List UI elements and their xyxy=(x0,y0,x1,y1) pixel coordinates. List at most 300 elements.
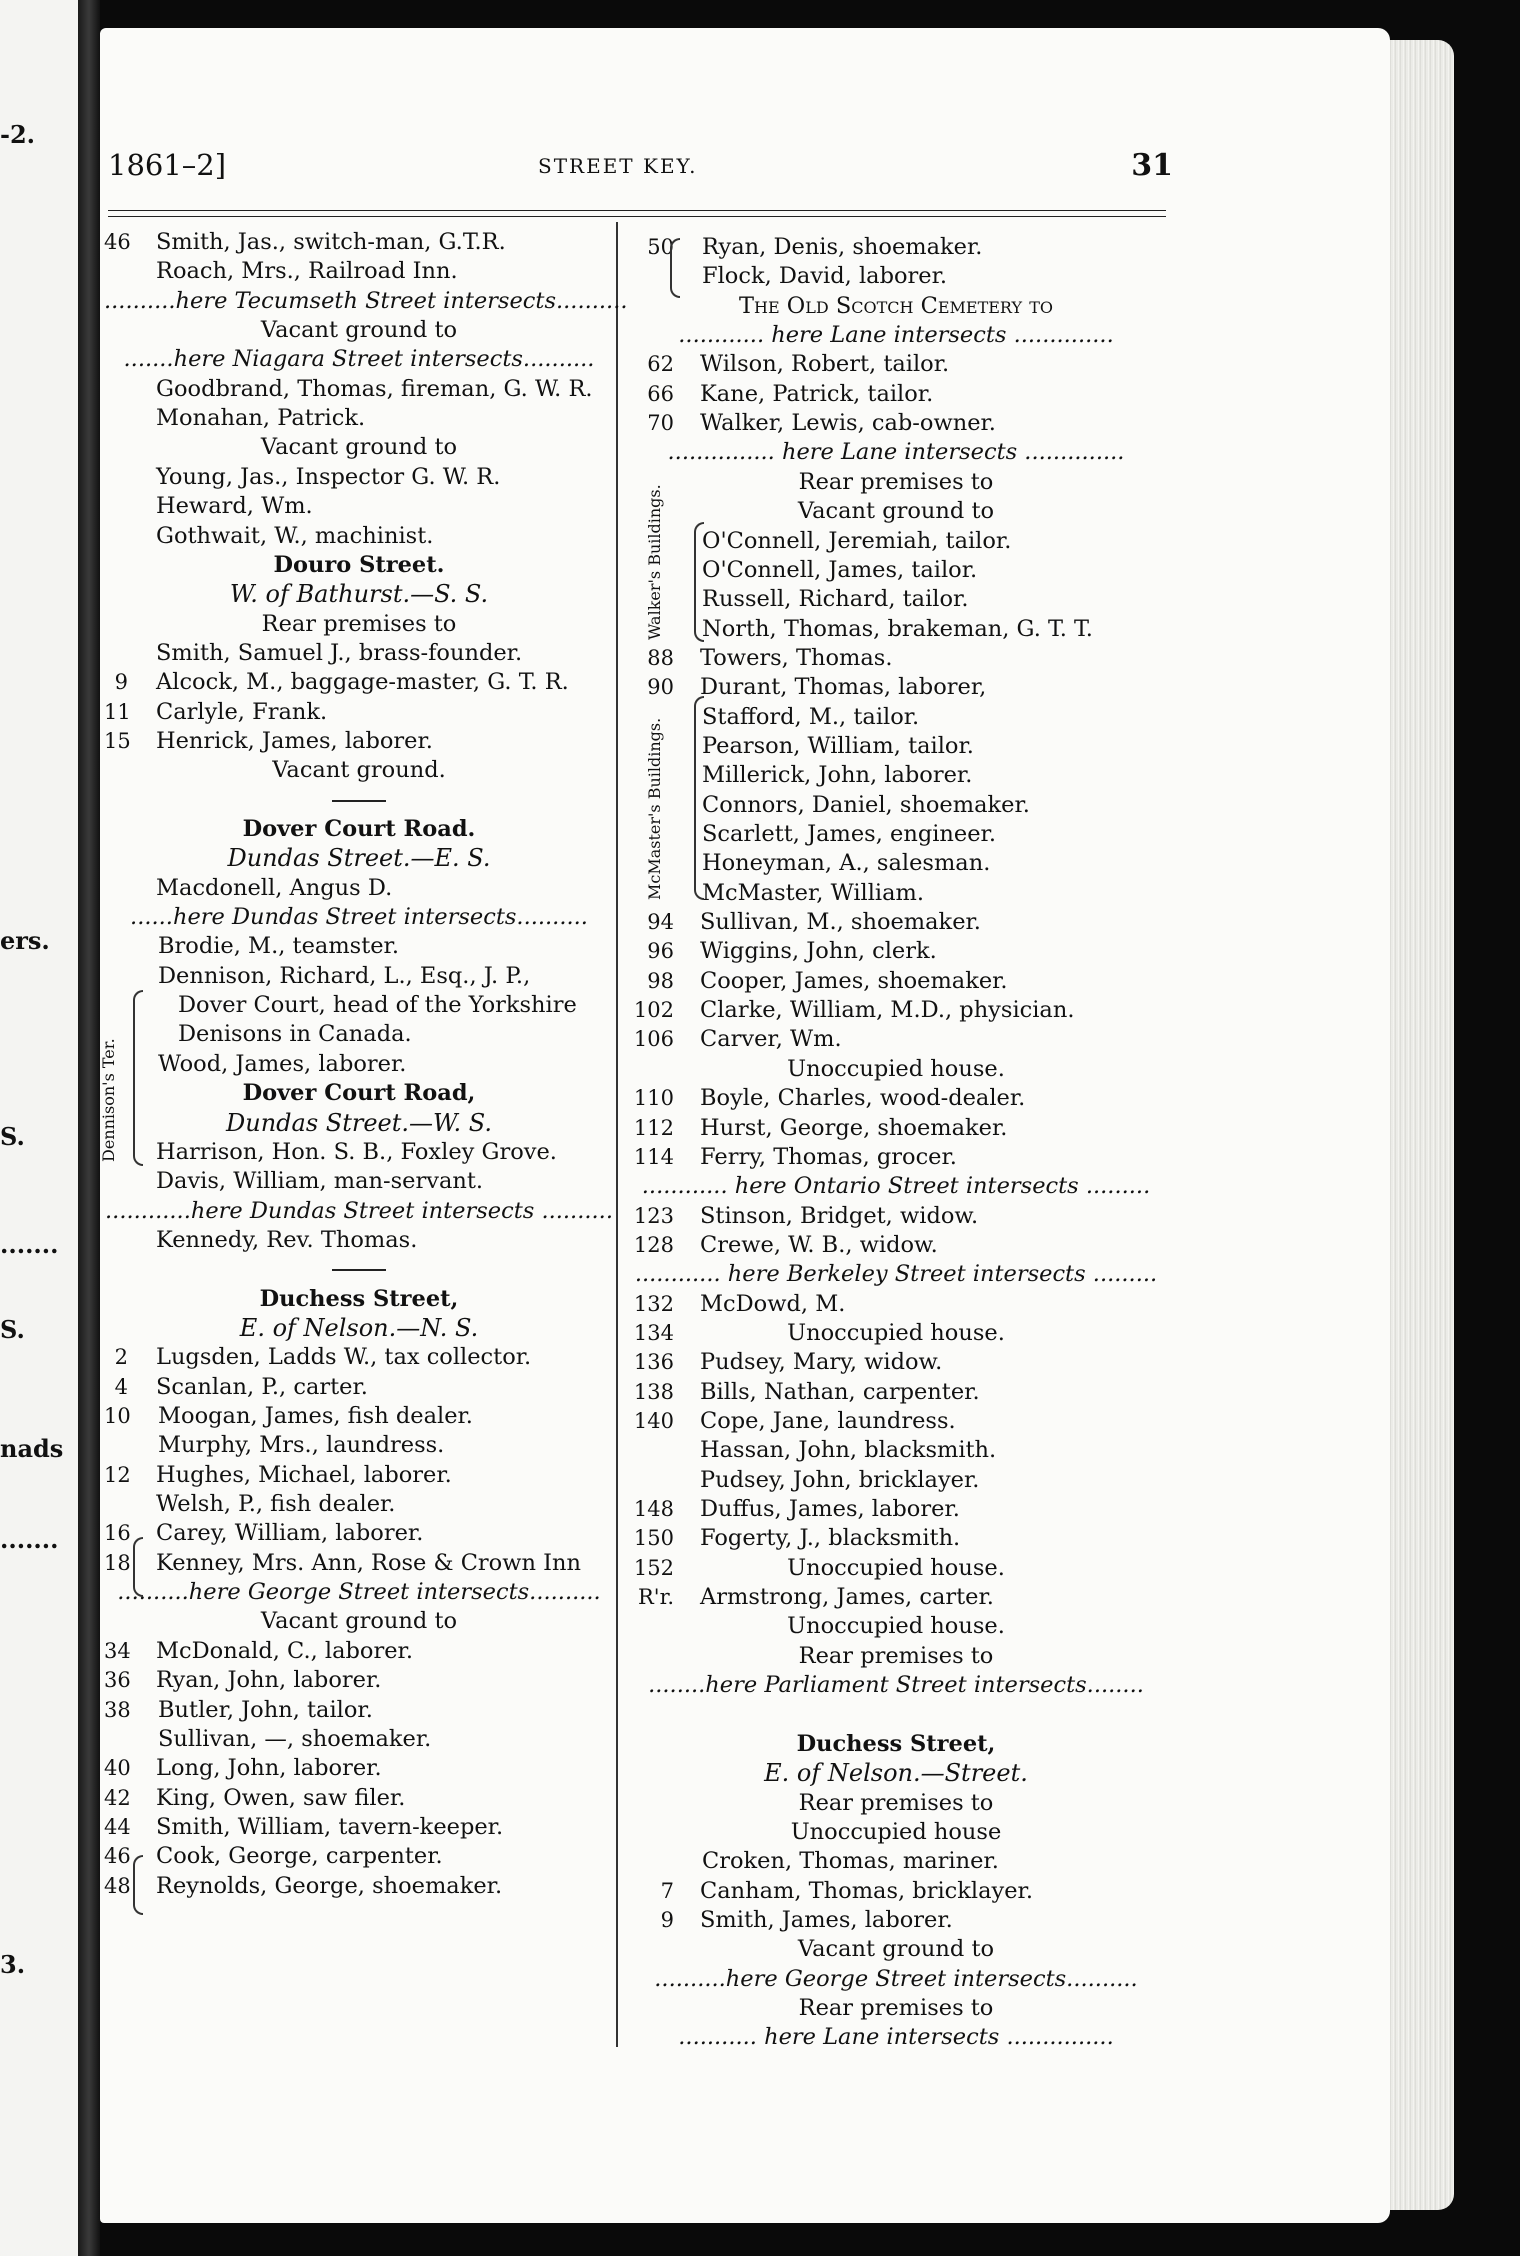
entry-line xyxy=(626,527,1166,556)
entry-line xyxy=(104,1079,614,1108)
entry-line xyxy=(104,903,614,932)
entry-line xyxy=(104,375,614,404)
entry-line xyxy=(104,756,614,785)
entry-text: Walker, Lewis, cab-owner. xyxy=(700,410,996,437)
entry-text: Alcock, M., baggage-master, G. T. R. xyxy=(156,669,569,696)
entry-line xyxy=(626,1906,1166,1935)
entry-text: Goodbrand, Thomas, fireman, G. W. R. xyxy=(156,375,593,402)
entry-line xyxy=(626,1231,1166,1260)
entry-line xyxy=(104,404,614,433)
house-number: 2 xyxy=(114,1345,128,1370)
entry-text: Smith, Jas., switch-man, G.T.R. xyxy=(156,229,506,255)
prev-page-fragment: nads xyxy=(0,1434,64,1463)
entry-text: Canham, Thomas, bricklayer. xyxy=(700,1877,1033,1904)
entry-line xyxy=(104,1343,614,1372)
entry-text: Carver, Wm. xyxy=(700,1026,842,1053)
house-number: 136 xyxy=(633,1350,674,1375)
street-subheading: E. of Nelson.—N. S. xyxy=(239,1313,479,1342)
entry-line xyxy=(104,1314,614,1343)
prev-page-fragment: S. xyxy=(0,1315,25,1344)
entry-line xyxy=(104,1519,614,1548)
house-number: 38 xyxy=(104,1697,131,1722)
entry-text xyxy=(332,1269,386,1271)
brace-walkers xyxy=(694,522,704,642)
entry-text: Vacant ground to xyxy=(260,317,458,344)
entry-line xyxy=(626,1965,1166,1994)
intersection-note: ..........here George Street intersects.......... xyxy=(654,1965,1138,1992)
house-number: 4 xyxy=(114,1374,128,1399)
entry-line xyxy=(626,732,1166,761)
entry-line xyxy=(626,1701,1166,1730)
entry-text: Honeyman, A., salesman. xyxy=(702,850,991,877)
entry-text: Harrison, Hon. S. B., Foxley Grove. xyxy=(156,1138,557,1165)
entry-text: McDowd, M. xyxy=(700,1290,846,1317)
house-number: 148 xyxy=(633,1497,674,1522)
entry-text: Pudsey, John, bricklayer. xyxy=(700,1466,980,1493)
page-number: 31 xyxy=(1131,148,1173,183)
entry-text: Flock, David, laborer. xyxy=(702,263,948,290)
entry-line xyxy=(104,1255,614,1284)
entry-line xyxy=(104,492,614,521)
entry-line xyxy=(626,1583,1166,1612)
house-number: 96 xyxy=(647,939,674,964)
entry-text: Sullivan, —, shoemaker. xyxy=(158,1725,432,1752)
entry-line xyxy=(626,1290,1166,1319)
entry-text: North, Thomas, brakeman, G. T. T. xyxy=(702,615,1093,642)
entry-text: Bills, Nathan, carpenter. xyxy=(700,1378,980,1405)
house-number: 36 xyxy=(104,1668,131,1693)
entry-line xyxy=(626,1877,1166,1906)
entry-text: Macdonell, Angus D. xyxy=(156,874,393,901)
entry-text: Towers, Thomas. xyxy=(700,644,893,671)
entry-line xyxy=(626,321,1166,350)
entry-text: Vacant ground to xyxy=(797,1936,995,1963)
entry-text: Duffus, James, laborer. xyxy=(700,1496,960,1523)
house-number: 152 xyxy=(633,1555,674,1580)
entry-text: Pearson, William, tailor. xyxy=(702,732,974,759)
entry-text: Clarke, William, M.D., physician. xyxy=(700,997,1075,1024)
entry-line xyxy=(104,345,614,374)
entry-line xyxy=(626,791,1166,820)
entry-line xyxy=(626,262,1166,291)
column-divider xyxy=(616,222,618,2047)
intersection-note: ............ here Berkeley Street intersects ......... xyxy=(634,1261,1158,1288)
entry-line xyxy=(626,1319,1166,1348)
entry-line xyxy=(104,257,614,286)
entry-line xyxy=(626,615,1166,644)
entry-text: Stafford, M., tailor. xyxy=(702,703,920,730)
entry-line xyxy=(104,433,614,462)
entry-line xyxy=(104,287,628,316)
entry-line xyxy=(626,292,1166,321)
entry-line xyxy=(626,1378,1166,1407)
house-number: 11 xyxy=(104,699,131,724)
intersection-note: ........here Parliament Street intersects........ xyxy=(648,1672,1144,1699)
house-number: 15 xyxy=(104,728,131,753)
house-number: 66 xyxy=(647,381,674,406)
entry-text: Lugsden, Ladds W., tax collector. xyxy=(156,1344,532,1371)
entry-text: Vacant ground to xyxy=(260,1608,458,1635)
entry-line xyxy=(104,844,614,873)
header-title: STREET KEY. xyxy=(538,154,698,178)
entry-line xyxy=(104,316,614,345)
entry-text: Stinson, Bridget, widow. xyxy=(700,1202,979,1229)
street-subheading: Dundas Street.—W. S. xyxy=(226,1108,492,1137)
entry-line xyxy=(626,937,1166,966)
page-header xyxy=(108,148,1173,192)
entry-text: Unoccupied house. xyxy=(787,1554,1005,1581)
entry-text: Monahan, Patrick. xyxy=(156,405,366,432)
entry-line xyxy=(626,1554,1166,1583)
entry-line xyxy=(104,1461,614,1490)
house-number: 42 xyxy=(104,1785,131,1810)
street-heading: Dover Court Road, xyxy=(242,1080,476,1107)
street-heading: Duchess Street, xyxy=(259,1285,459,1312)
house-number: 132 xyxy=(633,1291,674,1316)
entry-line xyxy=(626,1202,1166,1231)
entry-line xyxy=(626,1172,1166,1201)
entry-line xyxy=(626,233,1166,262)
street-subheading: W. of Bathurst.—S. S. xyxy=(229,580,489,609)
entry-text: Heward, Wm. xyxy=(156,493,313,520)
entry-line xyxy=(104,1784,614,1813)
entry-line xyxy=(626,673,1166,702)
entry-line xyxy=(104,1637,614,1666)
entry-text: Crewe, W. B., widow. xyxy=(700,1231,938,1258)
house-number: 98 xyxy=(647,968,674,993)
entry-line xyxy=(626,1935,1166,1964)
entry-line xyxy=(104,580,614,609)
house-number: 138 xyxy=(633,1379,674,1404)
street-heading: Dover Court Road. xyxy=(242,816,476,842)
entry-line xyxy=(626,1524,1166,1553)
house-number: 50 xyxy=(647,235,674,259)
entry-text: Kane, Patrick, tailor. xyxy=(700,380,934,407)
entry-text: Ferry, Thomas, grocer. xyxy=(700,1143,957,1170)
entry-line xyxy=(104,1226,614,1255)
intersection-note: ............ here Lane intersects .............. xyxy=(678,322,1114,349)
entry-text: Vacant ground to xyxy=(260,434,458,461)
entry-text: Pudsey, Mary, widow. xyxy=(700,1349,943,1376)
entry-line xyxy=(104,463,614,492)
entry-line xyxy=(626,2023,1166,2052)
entry-text: Scanlan, P., carter. xyxy=(156,1373,368,1400)
entry-line xyxy=(626,1407,1166,1436)
entry-text: Henrick, James, laborer. xyxy=(156,727,433,754)
entry-text: Scarlett, James, engineer. xyxy=(702,821,996,847)
entry-line xyxy=(104,1578,614,1607)
entry-text: Dover Court, head of the Yorkshire xyxy=(178,992,577,1019)
entry-text: Rear premises to xyxy=(798,1995,994,2021)
prev-page-fragment: ....... xyxy=(0,1230,59,1259)
entry-text: Sullivan, M., shoemaker. xyxy=(700,909,981,936)
house-number: 16 xyxy=(104,1521,131,1546)
entry-line xyxy=(626,1055,1166,1084)
entry-line xyxy=(104,1109,614,1138)
house-number: 134 xyxy=(633,1320,674,1345)
entry-text: Davis, William, man-servant. xyxy=(156,1168,484,1195)
house-number: 94 xyxy=(647,910,674,935)
entry-text: Unoccupied house. xyxy=(787,1055,1005,1082)
entry-line xyxy=(626,879,1166,908)
intersection-note: ........... here Lane intersects ............... xyxy=(678,2024,1114,2051)
entry-text: Carlyle, Frank. xyxy=(156,698,328,725)
house-number: 10 xyxy=(104,1404,131,1428)
entry-text: Rear premises to xyxy=(798,1642,994,1669)
previous-page-strip xyxy=(0,0,78,2256)
entry-text: Rear premises to xyxy=(798,1789,994,1816)
entry-line xyxy=(626,1759,1166,1788)
entry-text: Ryan, John, laborer. xyxy=(156,1667,382,1694)
entry-line xyxy=(626,350,1166,379)
book-gutter xyxy=(78,0,100,2256)
house-number: 44 xyxy=(104,1814,131,1839)
house-number: 62 xyxy=(647,352,674,377)
entry-text: Dennison, Richard, L., Esq., J. P., xyxy=(158,962,531,989)
house-number: 114 xyxy=(633,1144,674,1169)
entry-line xyxy=(626,1730,1166,1759)
entry-line xyxy=(626,1994,1166,2023)
entry-line xyxy=(104,1872,614,1901)
entry-line xyxy=(104,815,614,844)
house-number: 34 xyxy=(104,1638,131,1663)
entry-line xyxy=(626,468,1166,497)
entry-text: Smith, James, laborer. xyxy=(700,1906,953,1933)
entry-line xyxy=(104,1373,614,1402)
prev-page-fragment: ers. xyxy=(0,926,50,955)
entry-line xyxy=(626,996,1166,1025)
entry-text: Hurst, George, shoemaker. xyxy=(700,1114,1008,1141)
entry-line xyxy=(626,1114,1166,1143)
entry-line xyxy=(104,874,614,903)
entry-text: Roach, Mrs., Railroad Inn. xyxy=(156,258,458,285)
header-year: 1861–2] xyxy=(108,148,227,182)
header-rule-bottom xyxy=(108,216,1166,217)
prev-page-fragment: S. xyxy=(0,1122,25,1151)
entry-text: Vacant ground. xyxy=(272,757,446,784)
entry-line xyxy=(104,1138,614,1167)
entry-text: Vacant ground to xyxy=(797,498,995,525)
house-number: 46 xyxy=(104,230,131,254)
entry-text: Murphy, Mrs., laundress. xyxy=(158,1432,445,1459)
house-number: 18 xyxy=(104,1550,131,1575)
house-number: 112 xyxy=(633,1115,674,1140)
house-number: R'r. xyxy=(638,1585,674,1610)
entry-text: Smith, Samuel J., brass-founder. xyxy=(156,639,523,666)
entry-line xyxy=(104,698,614,727)
page-stack-edge xyxy=(1382,40,1454,2210)
entry-text: Reynolds, George, shoemaker. xyxy=(156,1872,503,1899)
intersection-note: ............... here Lane intersects .............. xyxy=(667,439,1125,466)
entry-text: Kennedy, Rev. Thomas. xyxy=(156,1226,418,1253)
intersection-note: ..........here Tecumseth Street intersects.......... xyxy=(104,287,628,314)
entry-line xyxy=(104,228,614,257)
entry-text: Welsh, P., fish dealer. xyxy=(156,1491,396,1518)
entry-line xyxy=(104,1490,614,1519)
house-number: 70 xyxy=(647,411,674,436)
entry-text: Moogan, James, fish dealer. xyxy=(158,1403,473,1429)
entry-line xyxy=(626,644,1166,673)
house-number: 123 xyxy=(633,1203,674,1228)
entry-line xyxy=(104,1725,614,1754)
entry-line xyxy=(104,991,614,1020)
entry-line xyxy=(626,849,1166,878)
street-subheading: E. of Nelson.—Street. xyxy=(764,1759,1028,1788)
entry-text: Denisons in Canada. xyxy=(178,1021,412,1048)
entry-text: McMaster, William. xyxy=(702,879,925,906)
entry-line xyxy=(626,438,1166,467)
entry-text: Fogerty, J., blacksmith. xyxy=(700,1525,961,1552)
entry-line xyxy=(626,1642,1166,1671)
entry-text: Long, John, laborer. xyxy=(156,1755,382,1782)
entry-line xyxy=(626,1495,1166,1524)
house-number: 90 xyxy=(647,675,674,700)
brace-dennisons xyxy=(133,990,143,1166)
entry-line xyxy=(626,1847,1166,1876)
entry-line xyxy=(104,1842,614,1871)
entry-line xyxy=(626,1466,1166,1495)
house-number: 140 xyxy=(633,1409,674,1433)
entry-line xyxy=(626,820,1166,849)
side-label-walkers: Walker's Buildings. xyxy=(645,484,664,640)
entry-text xyxy=(332,800,386,802)
prev-page-fragment: -2. xyxy=(0,120,36,149)
entry-text: Kenney, Mrs. Ann, Rose & Crown Inn xyxy=(156,1549,581,1576)
entry-line xyxy=(626,1789,1166,1818)
entry-line xyxy=(626,703,1166,732)
entry-line xyxy=(104,1402,614,1431)
entry-text: Unoccupied house. xyxy=(787,1319,1005,1346)
entry-line xyxy=(104,551,614,580)
entry-line xyxy=(626,585,1166,614)
entry-text: King, Owen, saw filer. xyxy=(156,1784,406,1811)
entry-text: Boyle, Charles, wood-dealer. xyxy=(700,1085,1026,1112)
prev-page-fragment: ....... xyxy=(0,1525,59,1554)
entry-line xyxy=(626,409,1166,438)
street-heading: Duchess Street, xyxy=(796,1730,996,1757)
entry-line xyxy=(104,1050,614,1079)
entry-line xyxy=(626,497,1166,526)
entry-line xyxy=(104,786,614,815)
entry-text: Unoccupied house xyxy=(790,1818,1002,1845)
entry-text: Wiggins, John, clerk. xyxy=(700,938,937,965)
entry-text: Armstrong, James, carter. xyxy=(700,1584,994,1611)
entry-line xyxy=(626,967,1166,996)
entry-line xyxy=(104,1167,614,1196)
entry-text: Rear premises to xyxy=(261,610,457,637)
entry-line xyxy=(626,1671,1166,1700)
entry-text: Hassan, John, blacksmith. xyxy=(700,1437,997,1464)
entry-text: Hughes, Michael, laborer. xyxy=(156,1461,452,1488)
house-number: 106 xyxy=(633,1027,674,1052)
entry-line xyxy=(626,1143,1166,1172)
street-subheading: Dundas Street.—E. S. xyxy=(227,844,491,873)
house-number: 128 xyxy=(633,1232,674,1257)
entry-line xyxy=(104,932,614,961)
house-number: 48 xyxy=(104,1873,131,1898)
house-number: 88 xyxy=(647,645,674,670)
house-number: 46 xyxy=(104,1844,131,1869)
side-label-mcmasters: McMaster's Buildings. xyxy=(645,717,664,900)
entry-line xyxy=(104,1197,614,1226)
entry-line xyxy=(104,1666,614,1695)
entry-line xyxy=(626,1084,1166,1113)
entry-text: Ryan, Denis, shoemaker. xyxy=(702,234,983,260)
entry-text: Rear premises to xyxy=(798,468,994,495)
entry-text: Croken, Thomas, mariner. xyxy=(702,1848,999,1875)
entry-line xyxy=(104,668,614,697)
entry-text: Butler, John, tailor. xyxy=(158,1696,373,1723)
house-number: 110 xyxy=(633,1086,674,1111)
entry-text: Cook, George, carpenter. xyxy=(156,1843,443,1870)
entry-line xyxy=(104,1607,614,1636)
entry-line xyxy=(104,610,614,639)
brace-ryan xyxy=(670,238,680,298)
entry-line xyxy=(104,1549,614,1578)
entry-text: Gothwait, W., machinist. xyxy=(156,522,434,549)
entry-line xyxy=(626,1260,1166,1289)
entry-line xyxy=(626,1348,1166,1377)
entry-text: Durant, Thomas, laborer, xyxy=(700,674,987,701)
entry-line xyxy=(104,1431,614,1460)
brace-moogan xyxy=(133,1537,143,1597)
entry-line xyxy=(104,1696,614,1725)
entry-line xyxy=(104,727,614,756)
entry-line xyxy=(104,522,614,551)
entry-line xyxy=(104,1754,614,1783)
entry-line xyxy=(104,962,614,991)
entry-text: McDonald, C., laborer. xyxy=(156,1637,413,1664)
entry-text: Brodie, M., teamster. xyxy=(158,933,399,960)
entry-text: Carey, William, laborer. xyxy=(156,1520,424,1547)
intersection-note: ............ here Ontario Street intersects ......... xyxy=(641,1173,1151,1200)
entry-text: Young, Jas., Inspector G. W. R. xyxy=(156,463,501,490)
house-number: 9 xyxy=(660,1907,674,1932)
prev-page-fragment: 3. xyxy=(0,1950,26,1979)
entry-line xyxy=(104,1813,614,1842)
entry-text: Cooper, James, shoemaker. xyxy=(700,967,1008,994)
entry-text: Connors, Daniel, shoemaker. xyxy=(702,791,1030,818)
brace-butler xyxy=(133,1855,143,1915)
street-heading: Douro Street. xyxy=(273,551,445,578)
entry-line xyxy=(626,1818,1166,1847)
entry-line xyxy=(626,761,1166,790)
entry-text: Wood, James, laborer. xyxy=(158,1050,407,1077)
entry-line xyxy=(104,1285,614,1314)
intersection-note: ..........here George Street intersects.......... xyxy=(117,1579,601,1606)
entry-line xyxy=(626,556,1166,585)
entry-line xyxy=(626,1025,1166,1054)
entry-text: Millerick, John, laborer. xyxy=(702,762,973,789)
entry-text: Unoccupied house. xyxy=(787,1613,1005,1640)
entry-text: The Old Scotch Cemetery to xyxy=(738,292,1053,319)
house-number: 7 xyxy=(660,1878,674,1903)
house-number: 12 xyxy=(104,1462,131,1487)
entry-line xyxy=(626,908,1166,937)
intersection-note: .......here Niagara Street intersects.......... xyxy=(123,346,595,373)
brace-mcmasters xyxy=(694,696,704,900)
entry-line xyxy=(626,1436,1166,1465)
entry-line xyxy=(626,1612,1166,1641)
entry-text: O'Connell, Jeremiah, tailor. xyxy=(702,527,1012,554)
header-rule-top xyxy=(108,210,1166,211)
house-number: 40 xyxy=(104,1756,131,1781)
intersection-note: ............here Dundas Street intersects .......... xyxy=(105,1197,613,1224)
entry-text: O'Connell, James, tailor. xyxy=(702,556,978,583)
house-number: 102 xyxy=(633,998,674,1023)
entry-text: Cope, Jane, laundress. xyxy=(700,1408,956,1434)
entry-line xyxy=(104,639,614,668)
